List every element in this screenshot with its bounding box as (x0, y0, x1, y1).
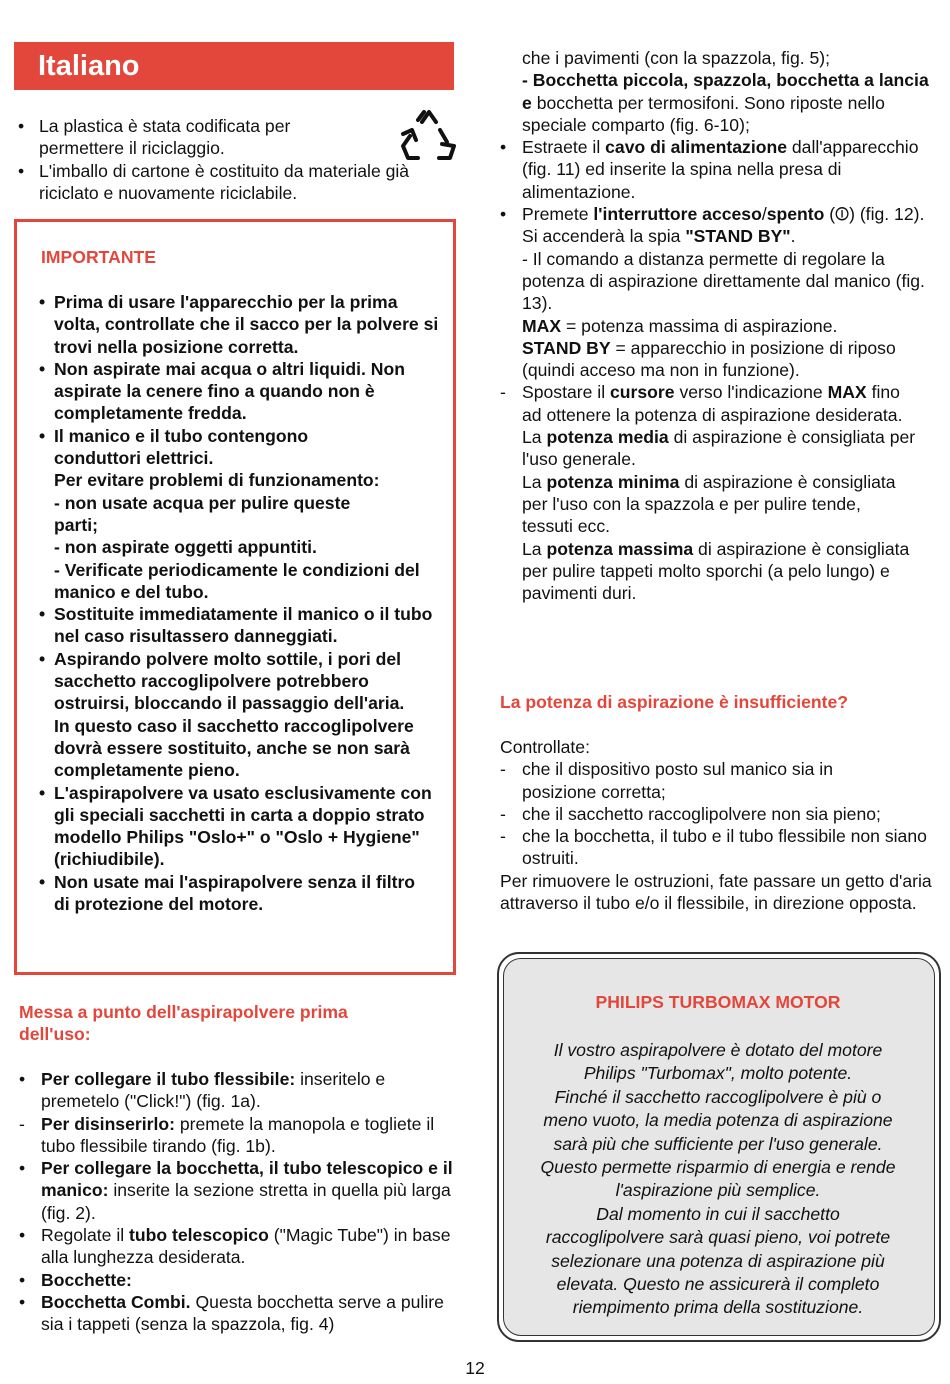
list-item: - che il sacchetto raccoglipolvere non sia pieno; (500, 803, 881, 824)
list-item: • Estraete il cavo di alimentazione dall'apparecchio (fig. 11) ed inserite la spina nella presa di alimentazione. (500, 137, 919, 202)
trouble-section (500, 736, 940, 914)
paragraph: STAND BY = apparecchio in posizione di riposo (quindi acceso ma non in funzione). (522, 337, 896, 381)
language-title: Italiano (38, 50, 140, 82)
setup-list (19, 1068, 454, 1336)
list-item: • Non aspirate mai acqua o altri liquidi. Non aspirate la cenere fino a quando non è completamente fredda. (39, 358, 405, 424)
paragraph: La potenza massima di aspirazione è consigliata per pulire tappeti molto sporchi (a pelo lungo) e pavimenti duri. (522, 538, 910, 604)
paragraph: Controllate: (500, 737, 590, 757)
list-item: • Il manico e il tubo contengono conduttori elettrici. (39, 425, 309, 469)
paragraph: che i pavimenti (con la spazzola, fig. 5); (522, 48, 831, 68)
list-item: • Per collegare il tubo flessibile: inseritelo e premetelo ("Click!") (fig. 1a). (19, 1069, 386, 1112)
list-item: • La plastica è stata codificata per permettere il riciclaggio. (18, 116, 291, 159)
list-item: In questo caso il sacchetto raccoglipolvere dovrà essere sostituito, anche se non sarà completamente pieno. (54, 715, 414, 781)
list-item: • L'imballo di cartone è costituito da materiale già riciclato e nuovamente riciclabile. (18, 160, 410, 203)
paragraph: Si accenderà la spia "STAND BY". (522, 226, 796, 247)
language-header (14, 42, 454, 90)
turbomax-title: PHILIPS TURBOMAX MOTOR (595, 992, 841, 1012)
paragraph: La potenza minima di aspirazione è consigliata per l'uso con la spazzola e per pulire tende, tessuti ecc. (522, 471, 896, 537)
paragraph: - Bocchetta piccola, spazzola, bocchetta a lancia e bocchetta per termosifoni. Sono riposte nello speciale comparto (fig. 6-10); (522, 70, 929, 135)
important-title: IMPORTANTE (41, 247, 157, 267)
list-item: • Regolate il tubo telescopico ("Magic Tube") in base alla lunghezza desiderata. (19, 1225, 451, 1268)
list-item: - che la bocchetta, il tubo e il tubo flessibile non siano ostruiti. (500, 826, 927, 869)
paragraph: MAX = potenza massima di aspirazione. (522, 315, 838, 336)
list-item: • Premete l'interruttore acceso/spento (⏼) (fig. 12). (500, 204, 925, 225)
paragraph: Per rimuovere le ostruzioni, fate passare un getto d'aria attraverso il tubo e/o il flessibile, in direzione opposta. (500, 870, 932, 914)
list-item: - non usate acqua per pulire queste parti; (54, 492, 351, 535)
important-list (39, 291, 444, 915)
list-item: - Verificate periodicamente le condizioni del manico e del tubo. (54, 559, 420, 602)
list-item: - non aspirate oggetti appuntiti. (54, 537, 317, 558)
list-item: • Bocchette: (19, 1269, 132, 1290)
list-item: Per evitare problemi di funzionamento: (54, 470, 380, 491)
paragraph: La potenza media di aspirazione è consigliata per l'uso generale. (522, 427, 916, 470)
list-item: • Sostituite immediatamente il manico o il tubo nel caso risultassero danneggiati. (39, 604, 433, 647)
list-item: - che il dispositivo posto sul manico sia in posizione corretta; (500, 759, 833, 802)
list-item: • Bocchetta Combi. Questa bocchetta serve a pulire sia i tappeti (senza la spazzola, fig. 4) (19, 1291, 444, 1335)
setup-title: Messa a punto dell'aspirapolvere prima dell'uso: (19, 1002, 348, 1045)
list-item: • Aspirando polvere molto sottile, i pori del sacchetto raccoglipolvere potrebbero ostruirsi, bloccando il passaggio dell'aria. (39, 648, 405, 714)
trouble-title: La potenza di aspirazione è insufficiente? (500, 692, 849, 712)
list-item: • L'aspirapolvere va usato esclusivamente con gli speciali sacchetti in carta a doppio strato modello Philips "Oslo+" o "Oslo + Hygiene" (richiudibile). (39, 782, 432, 870)
turbomax-body: Il vostro aspirapolvere è dotato del motore Philips "Turbomax", molto potente. Finché il sacchetto raccoglipolvere è più o meno vuoto, la media potenza di aspirazione sarà più che sufficiente per l'uso generale. Questo permette risparmio di energia e rende l'aspirazione più semplice. Dal momento in cui il sacchetto raccoglipolvere sarà quasi pieno, voi potrete selezionare una potenza di aspirazione più elevata. Questo ne assicurerà il completo riempimento prima della sostituzione. (540, 1040, 896, 1318)
list-item: • Non usate mai l'aspirapolvere senza il filtro di protezione del motore. (39, 871, 416, 915)
list-item: - Spostare il cursore verso l'indicazione MAX fino ad ottenere la potenza di aspirazione desiderata. (500, 382, 903, 425)
recycling-list (18, 115, 458, 204)
page-number: 12 (465, 1358, 485, 1378)
list-item: • Prima di usare l'apparecchio per la prima volta, controllate che il sacco per la polvere si trovi nella posizione corretta. (39, 292, 439, 357)
right-column (500, 47, 940, 604)
list-item: • Per collegare la bocchetta, il tubo telescopico e il manico: inserite la sezione stretta in quella più larga (fig. 2). (19, 1158, 453, 1223)
list-item: - Per disinserirlo: premete la manopola e togliete il tubo flessibile tirando (fig. 1b). (19, 1113, 435, 1156)
recycle-icon (398, 106, 460, 168)
paragraph: - Il comando a distanza permette di regolare la potenza di aspirazione direttamente dal manico (fig. 13). (522, 248, 925, 314)
